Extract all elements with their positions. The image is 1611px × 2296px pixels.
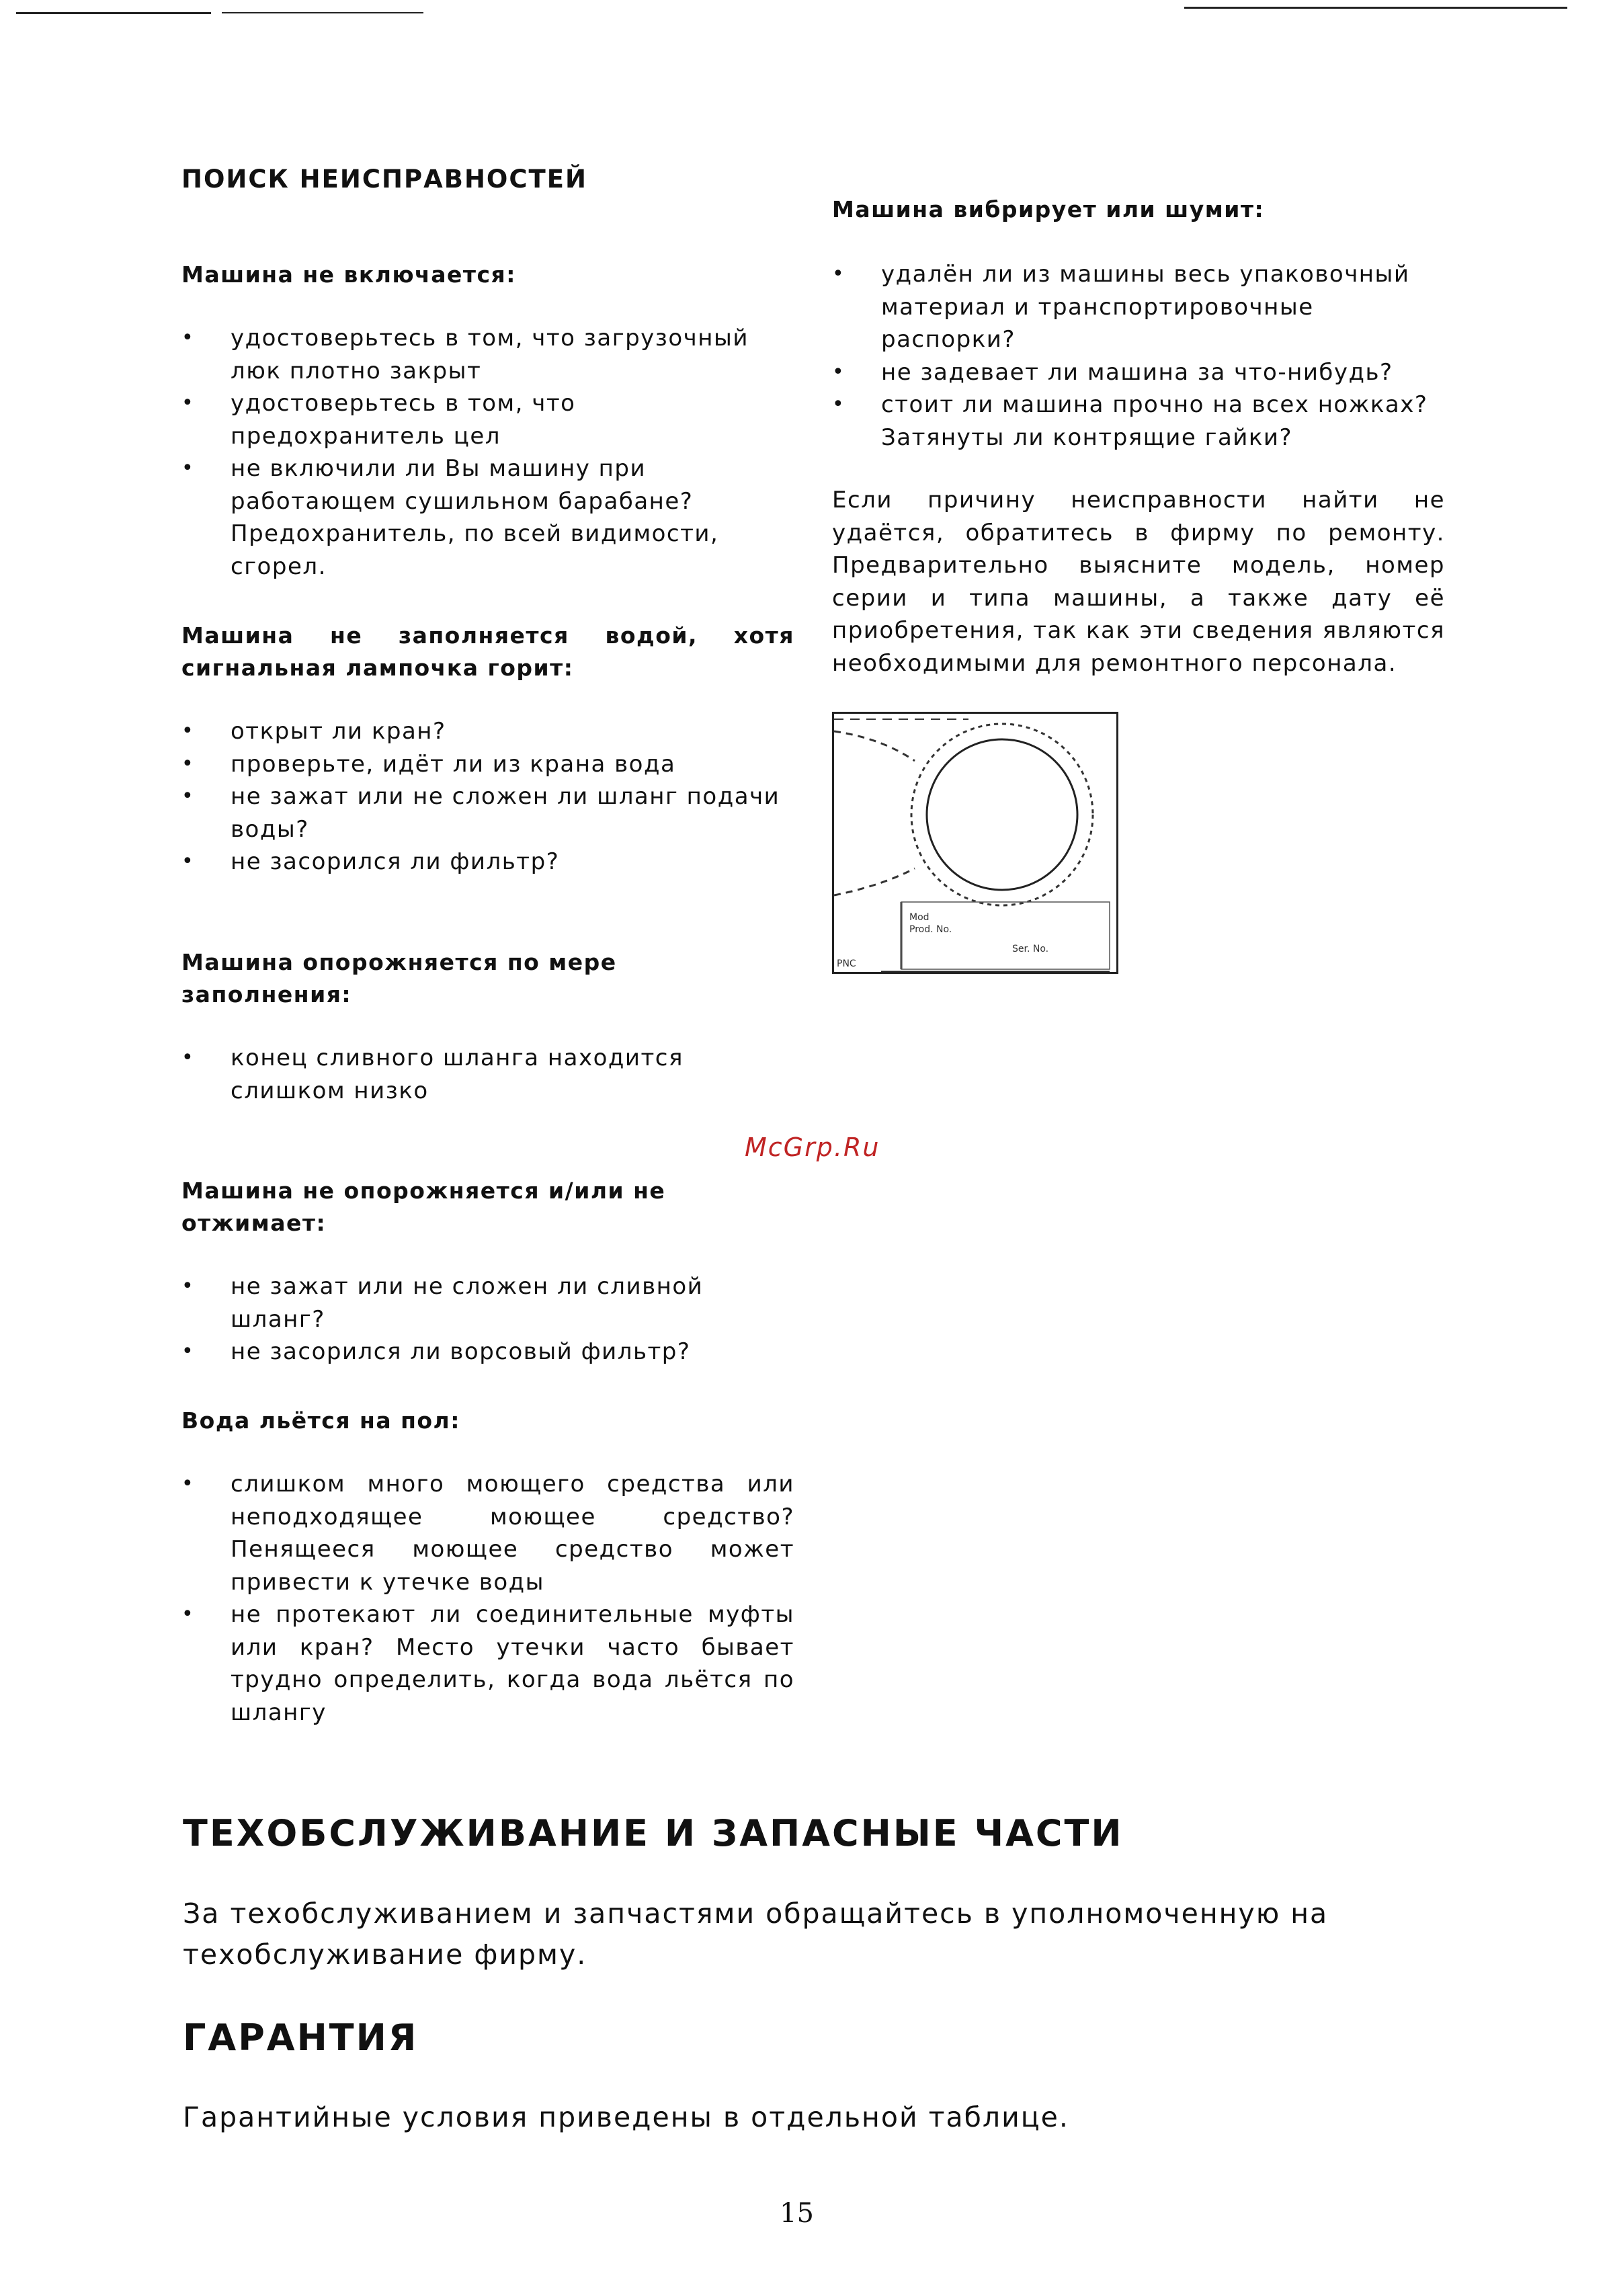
section-drains-while-filling — [181, 946, 794, 1107]
section-heading: Машина опорожняется по мере заполнения: — [181, 949, 617, 1008]
maintenance-text: За техобслуживанием и запчастями обращайтесь в уполномоченную на техобслуживание фирму. — [183, 1897, 1329, 1971]
section-water-on-floor — [181, 1405, 794, 1729]
section-heading: Машина не заполняется водой, хотя сигнальная лампочка горит: — [181, 622, 794, 681]
bullet-list — [181, 322, 794, 583]
watermark: McGrp.Ru — [745, 1133, 880, 1162]
plate-label-corner: PNC — [837, 958, 856, 969]
list-item: • стоит ли машина прочно на всех ножках? Затянуты ли контрящие гайки? — [832, 388, 1445, 454]
list-item: • не протекают ли соединительные муфты или кран? Место утечки часто бывает трудно определить, когда вода льётся по шлангу — [181, 1598, 794, 1729]
list-item: • не засорился ли фильтр? — [181, 846, 794, 878]
list-item: • не зажат или не сложен ли сливной шланг? — [181, 1270, 794, 1336]
plate-label-ser: Ser. No. — [1012, 944, 1049, 954]
section-no-drain — [181, 1175, 794, 1368]
top-rule-right — [1184, 7, 1567, 9]
section-no-water — [181, 620, 794, 878]
page-number: 15 — [780, 2198, 814, 2229]
section-vibrates — [832, 194, 1445, 454]
contact-service-note: Если причину неисправности найти не удаётся, обратитесь в фирму по ремонту. Предварительно выясните модель, номер серии и типа машины, а также дату её приобретения, так как эти сведения являются необходимыми для ремонтного персонала. — [832, 487, 1445, 677]
bullet-list — [181, 1042, 794, 1107]
list-item: • открыт ли кран? — [181, 715, 794, 748]
top-rule-left — [16, 12, 211, 14]
maintenance-title: ТЕХОБСЛУЖИВАНИЕ И ЗАПАСНЫЕ ЧАСТИ — [183, 1812, 1124, 1854]
plate-label-mod: Mod — [909, 912, 930, 923]
list-item: • не включили ли Вы машину при работающем сушильном барабане? Предохранитель, по всей видимости, сгорел. — [181, 452, 794, 583]
list-item: • конец сливного шланга находится слишком низко — [181, 1042, 794, 1107]
section-heading: Машина не включается: — [181, 261, 516, 288]
section-heading: Вода льётся на пол: — [181, 1407, 460, 1434]
bullet-list — [181, 1270, 794, 1368]
list-item: • не засорился ли ворсовый фильтр? — [181, 1336, 794, 1368]
list-item: • проверьте, идёт ли из крана вода — [181, 748, 794, 781]
list-item: • слишком много моющего средства или неподходящее моющее средство? Пенящееся моющее средство может привести к утечке воды — [181, 1468, 794, 1598]
washing-machine-door-drawing — [834, 714, 1116, 972]
plate-label-prod: Prod. No. — [909, 924, 952, 935]
list-item: • удостоверьтесь в том, что предохранитель цел — [181, 387, 794, 452]
section-no-power — [181, 259, 794, 583]
warranty-text: Гарантийные условия приведены в отдельной таблице. — [183, 2101, 1069, 2133]
list-item: • удостоверьтесь в том, что загрузочный люк плотно закрыт — [181, 322, 794, 387]
list-item: • не задевает ли машина за что-нибудь? — [832, 356, 1445, 389]
top-rule-left-short — [222, 12, 423, 13]
bullet-list — [832, 258, 1445, 454]
bullet-list — [181, 1468, 794, 1729]
bullet-list — [181, 715, 794, 878]
list-item: • не зажат или не сложен ли шланг подачи воды? — [181, 780, 794, 846]
section-heading: Машина вибрирует или шумит: — [832, 196, 1265, 222]
rating-plate-illustration — [832, 712, 1118, 974]
list-item: • удалён ли из машины весь упаковочный материал и транспортировочные распорки? — [832, 258, 1445, 356]
section-heading: Машина не опорожняется и/или не отжимает: — [181, 1178, 666, 1236]
warranty-title: ГАРАНТИЯ — [183, 2016, 419, 2059]
troubleshooting-title: ПОИСК НЕИСПРАВНОСТЕЙ — [181, 165, 587, 194]
